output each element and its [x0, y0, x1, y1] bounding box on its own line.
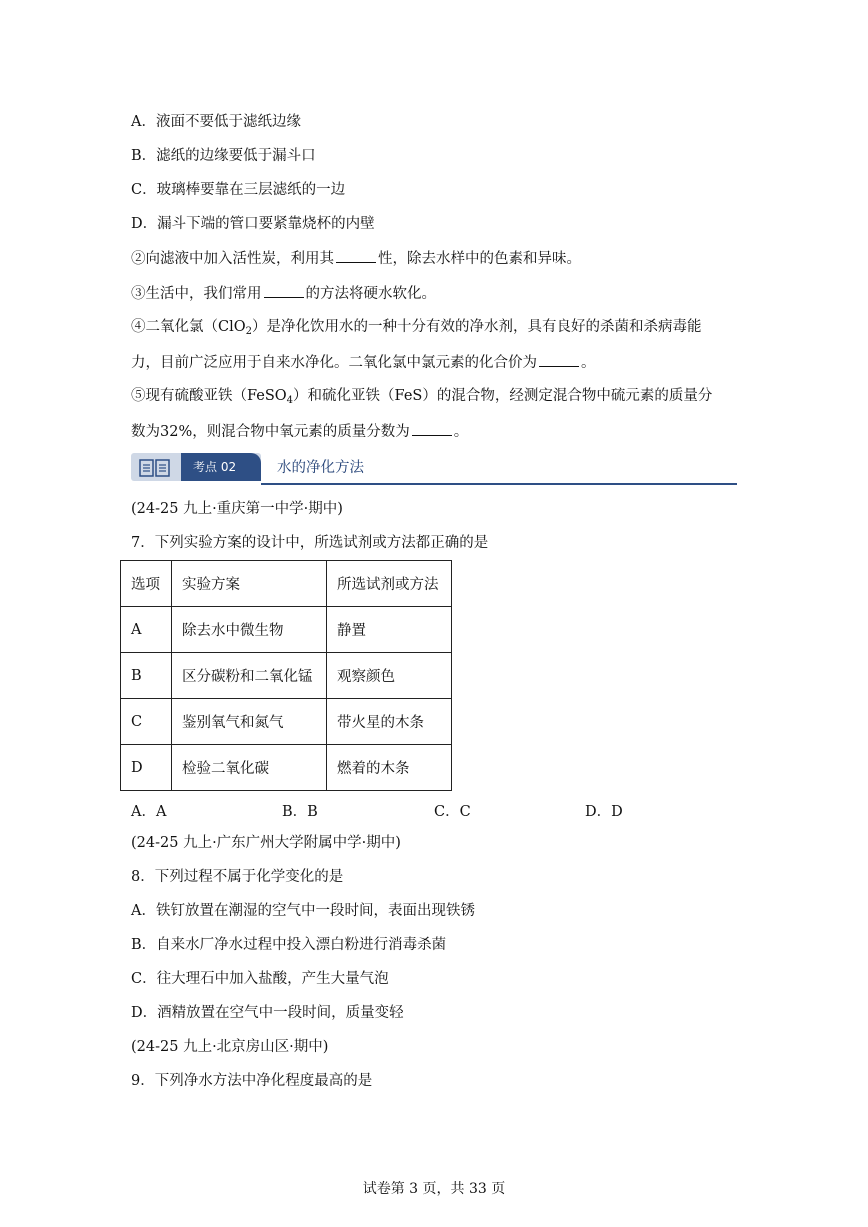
answer-blank[interactable]	[412, 421, 452, 436]
q9-source: (24-25 九上·北京房山区·期中)	[131, 1039, 329, 1055]
table-cell: C	[121, 699, 172, 745]
table-cell: 除去水中微生物	[172, 607, 327, 653]
choice-a[interactable]: A．A	[131, 804, 167, 820]
table-row	[121, 653, 452, 699]
page-footer: 试卷第 3 页，共 33 页	[362, 1181, 506, 1197]
q6-sub2-before: ②向滤液中加入活性炭，利用其	[131, 251, 334, 267]
table-header-cell: 实验方案	[172, 561, 327, 607]
q6-option-a: A．液面不要低于滤纸边缘	[131, 114, 301, 130]
table-header-cell: 选项	[121, 561, 172, 607]
table-row	[121, 607, 452, 653]
table-row	[121, 745, 452, 791]
table-cell: 带火星的木条	[327, 699, 452, 745]
table-row	[121, 699, 452, 745]
table-cell: 检验二氧化碳	[172, 745, 327, 791]
q6-sub5-suffix: ）和硫化亚铁（FeS）的混合物，经测定混合物中硫元素的质量分	[293, 388, 713, 404]
table-cell: 观察颜色	[327, 653, 452, 699]
q6-option-c: C．玻璃棒要靠在三层滤纸的一边	[131, 182, 346, 198]
q6-sub4-prefix: ④二氧化氯（ClO	[131, 319, 246, 335]
q6-sub3	[131, 283, 436, 304]
q7-table	[120, 560, 452, 791]
q8-source: (24-25 九上·广东广州大学附属中学·期中)	[131, 835, 401, 851]
table-cell: B	[121, 653, 172, 699]
q6-option-b: B．滤纸的边缘要低于漏斗口	[131, 148, 316, 164]
table-header-row	[121, 561, 452, 607]
table-cell: 鉴别氧气和氮气	[172, 699, 327, 745]
table-cell: 燃着的木条	[327, 745, 452, 791]
q6-sub3-after: 的方法将硬水软化。	[305, 286, 436, 302]
section-code: 考点 02	[193, 460, 237, 474]
choice-d[interactable]: D．D	[585, 804, 623, 820]
section-header	[131, 453, 737, 487]
q8-option-c: C．往大理石中加入盐酸，产生大量气泡	[131, 971, 389, 987]
q6-sub4-suffix: ）是净化饮用水的一种十分有效的净水剂，具有良好的杀菌和杀病毒能	[252, 319, 702, 335]
table-cell: 静置	[327, 607, 452, 653]
q7-source: (24-25 九上·重庆第一中学·期中)	[131, 501, 343, 517]
choice-c[interactable]: C．C	[434, 804, 471, 820]
table-cell: A	[121, 607, 172, 653]
q6-sub4-line1	[131, 317, 702, 342]
q6-sub3-before: ③生活中，我们常用	[131, 286, 262, 302]
q6-sub5-line2	[131, 421, 468, 442]
q6-sub4-line2	[131, 352, 596, 373]
answer-blank[interactable]	[264, 283, 304, 298]
q6-sub5-subscript: 4	[286, 395, 294, 406]
table-header-cell: 所选试剂或方法	[327, 561, 452, 607]
q6-sub5-line1	[131, 386, 712, 411]
q6-sub4-subscript: 2	[245, 326, 252, 337]
q6-sub2-after: 性，除去水样中的色素和异味。	[378, 251, 581, 267]
table-cell: 区分碳粉和二氧化锰	[172, 653, 327, 699]
q8-stem: 8．下列过程不属于化学变化的是	[131, 869, 344, 885]
section-title: 水的净化方法	[277, 460, 364, 476]
q6-sub5-line2-after: 。	[453, 424, 469, 440]
q6-sub2	[131, 248, 581, 269]
q8-option-b: B．自来水厂净水过程中投入漂白粉进行消毒杀菌	[131, 937, 447, 953]
book-icon	[139, 459, 171, 477]
q8-option-a: A．铁钉放置在潮湿的空气中一段时间，表面出现铁锈	[131, 903, 475, 919]
q6-sub4-line2-before: 力，目前广泛应用于自来水净化。二氧化氯中氯元素的化合价为	[131, 355, 537, 371]
answer-blank[interactable]	[539, 352, 579, 367]
section-rule	[261, 483, 737, 485]
q7-choices	[131, 800, 731, 820]
q6-sub5-line2-before: 数为32%，则混合物中氧元素的质量分数为	[131, 424, 410, 440]
q8-option-d: D．酒精放置在空气中一段时间，质量变轻	[131, 1005, 404, 1021]
q6-option-d: D．漏斗下端的管口要紧靠烧杯的内壁	[131, 216, 375, 232]
answer-blank[interactable]	[336, 248, 376, 263]
choice-b[interactable]: B．B	[282, 804, 318, 820]
table-cell: D	[121, 745, 172, 791]
q6-sub5-prefix: ⑤现有硫酸亚铁（FeSO	[131, 388, 287, 404]
q6-sub4-line2-after: 。	[581, 355, 596, 371]
q9-stem: 9．下列净水方法中净化程度最高的是	[131, 1073, 373, 1089]
q7-stem: 7．下列实验方案的设计中，所选试剂或方法都正确的是	[131, 535, 489, 551]
